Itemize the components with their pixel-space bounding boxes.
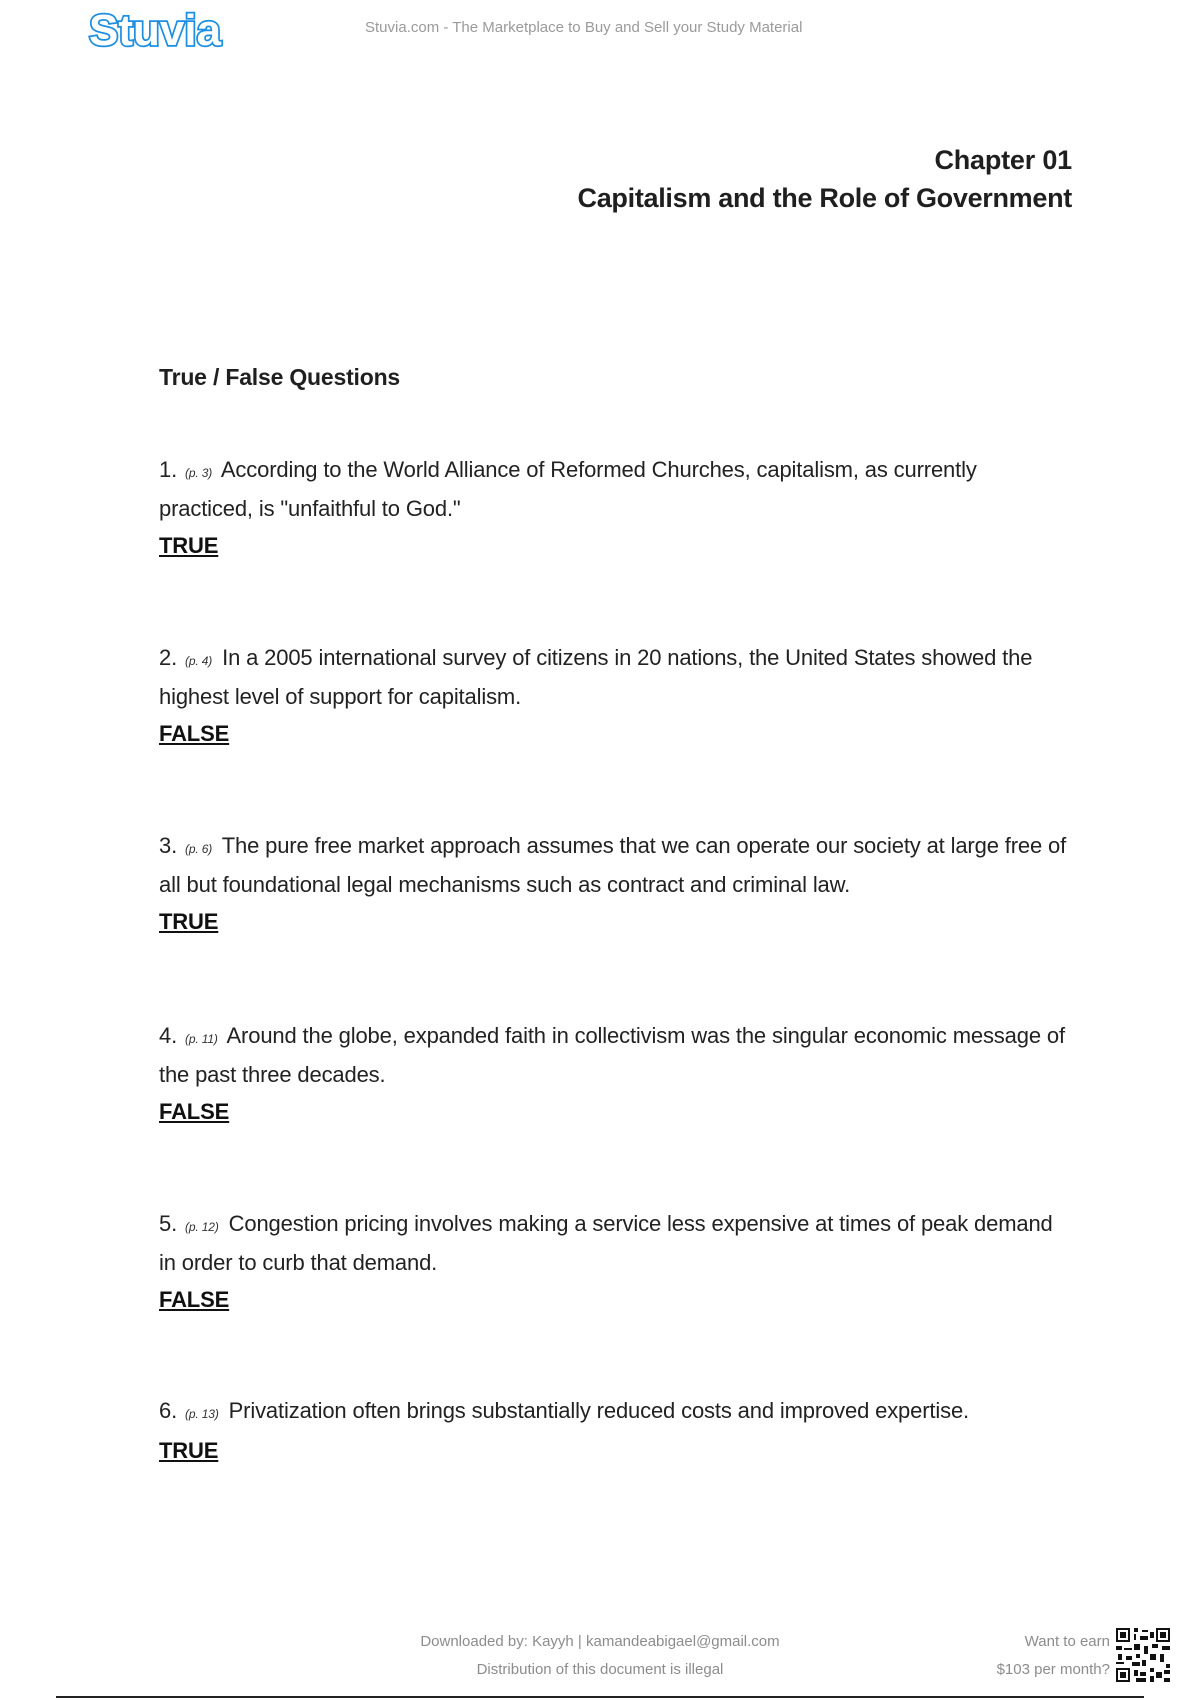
page-reference: (p. 12): [185, 1220, 219, 1234]
question-number: 1.: [159, 457, 178, 482]
question-1: [159, 452, 1069, 565]
qr-code-icon[interactable]: [1116, 1628, 1170, 1682]
answer: FALSE: [159, 721, 230, 746]
question-text: Around the globe, expanded faith in collectivism was the singular economic message of the past three decades.: [159, 1023, 1065, 1087]
page-reference: (p. 6): [185, 842, 213, 856]
question-number: 3.: [159, 833, 178, 858]
question-text: Congestion pricing involves making a service less expensive at times of peak demand in order to curb that demand.: [159, 1211, 1053, 1275]
answer: TRUE: [159, 1438, 219, 1463]
earn-line-2: $103 per month?: [996, 1661, 1110, 1678]
page-reference: (p. 4): [185, 654, 213, 668]
chapter-title: Capitalism and the Role of Government: [577, 183, 1072, 213]
question-text: The pure free market approach assumes that we can operate our society at large free of all but foundational legal mechanisms such as contract and criminal law.: [159, 833, 1067, 897]
earn-line-1: Want to earn: [1024, 1633, 1110, 1650]
answer: FALSE: [159, 1287, 230, 1312]
question-3: [159, 828, 1069, 941]
question-text: In a 2005 international survey of citizens in 20 nations, the United States showed the highest level of support for capitalism.: [159, 645, 1033, 709]
stuvia-logo[interactable]: [86, 4, 232, 54]
answer: TRUE: [159, 909, 219, 934]
downloaded-by: Downloaded by: Kayyh | kamandeabigael@gmail.com: [420, 1633, 780, 1650]
question-number: 2.: [159, 645, 178, 670]
question-4: [159, 1018, 1069, 1131]
footer-download-info: [300, 1628, 900, 1684]
footer-divider: [56, 1696, 1144, 1698]
page-reference: (p. 11): [185, 1032, 218, 1046]
section-heading: True / False Questions: [159, 364, 401, 390]
question-number: 6.: [159, 1398, 178, 1423]
distribution-notice: Distribution of this document is illegal: [476, 1661, 724, 1678]
question-6: [159, 1393, 1069, 1470]
page-reference: (p. 3): [185, 466, 213, 480]
header-tagline: Stuvia.com - The Marketplace to Buy and Sell your Study Material: [365, 19, 803, 36]
earn-promo[interactable]: [997, 1628, 1110, 1684]
question-2: [159, 640, 1069, 753]
stuvia-logo-text: Stuvia: [89, 6, 222, 54]
title-block: [578, 142, 1072, 218]
page-reference: (p. 13): [185, 1407, 219, 1421]
answer: FALSE: [159, 1099, 230, 1124]
answer: TRUE: [159, 533, 219, 558]
question-text: Privatization often brings substantially reduced costs and improved expertise.: [228, 1398, 970, 1423]
chapter-number: Chapter 01: [934, 145, 1072, 175]
question-number: 4.: [159, 1023, 178, 1048]
question-text: According to the World Alliance of Reformed Churches, capitalism, as currently practiced, is "unfaithful to God.": [159, 457, 977, 521]
question-5: [159, 1206, 1069, 1319]
question-number: 5.: [159, 1211, 178, 1236]
